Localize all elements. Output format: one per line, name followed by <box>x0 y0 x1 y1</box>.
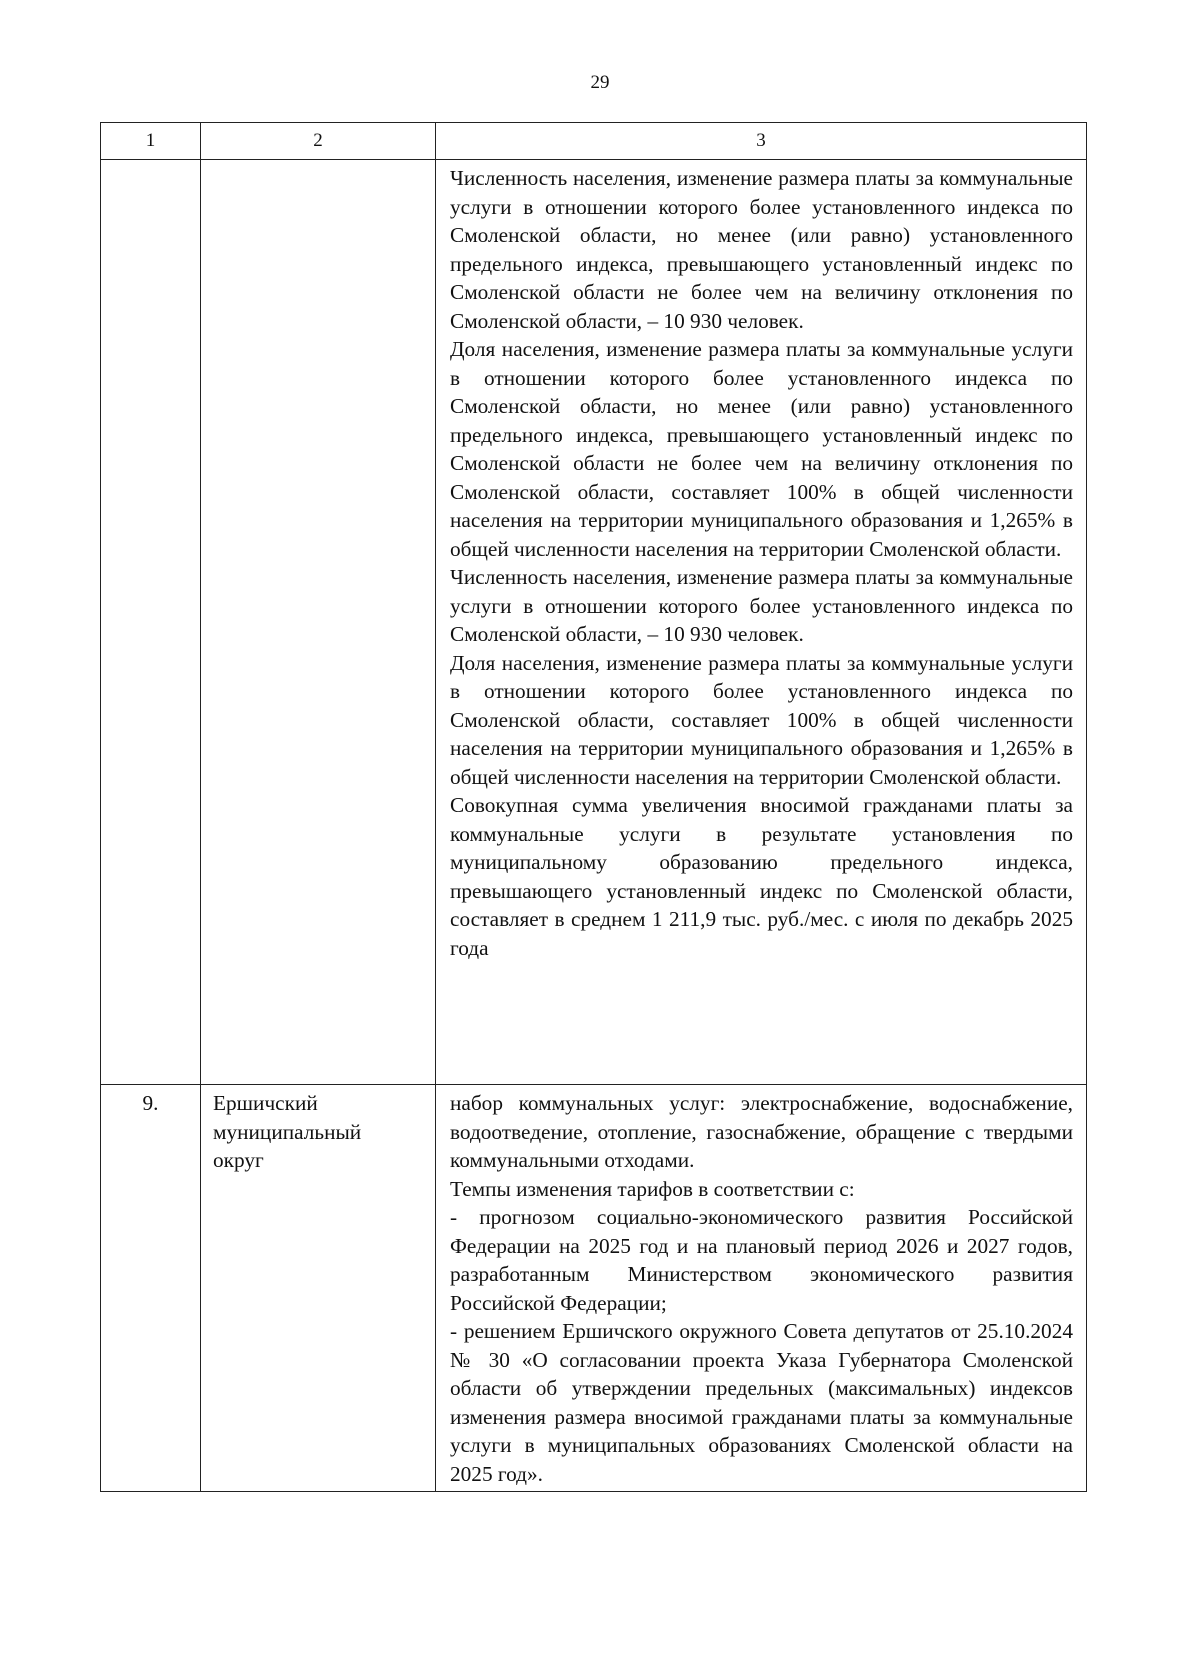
paragraph: - прогнозом социально-экономического развития Российской Федерации на 2025 год и на плановый период 2026 и 2027 годов, разработанным Министерством экономического развития Российской Федерации; <box>450 1205 1073 1315</box>
table-row <box>101 1085 1087 1492</box>
row-number-cell: 9. <box>101 1085 201 1492</box>
table-header-row <box>101 123 1087 160</box>
paragraph: Совокупная сумма увеличения вносимой гражданами платы за коммунальные услуги в результате установления по муниципальному образованию предельного индекса, превышающего установленный индекс по Смоленской области, составляет в среднем 1 211,9 тыс. руб./мес. с июля по декабрь 2025 года <box>450 793 1073 960</box>
paragraph: Темпы изменения тарифов в соответствии с: <box>450 1176 855 1201</box>
paragraph: Численность населения, изменение размера платы за коммунальные услуги в отношении которого более установленного индекса по Смоленской области, – 10 930 человек. <box>450 565 1073 646</box>
description-cell <box>436 160 1087 1085</box>
paragraph: Доля населения, изменение размера платы за коммунальные услуги в отношении которого более установленного индекса по Смоленской области, составляет 100% в общей численности населения на территории муниципального образования и 1,265% в общей численности населения на территории Смоленской области. <box>450 650 1073 789</box>
paragraph: Доля населения, изменение размера платы за коммунальные услуги в отношении которого более установленного индекса по Смоленской области, но менее (или равно) установленного предельного индекса, превышающего установленный индекс по Смоленской области не более чем на величину отклонения по Смоленской области, составляет 100% в общей численности населения на территории муниципального образования и 1,265% в общей численности населения на территории Смоленской области. <box>450 337 1073 561</box>
row-number-cell <box>101 160 201 1085</box>
municipality-name-line: Ершичский <box>213 1091 318 1115</box>
municipality-name-line: округ <box>213 1148 264 1172</box>
page-number: 29 <box>590 72 610 93</box>
tariff-table <box>100 122 1087 1492</box>
paragraph: Численность населения, изменение размера платы за коммунальные услуги в отношении которого более установленного индекса по Смоленской области, но менее (или равно) установленного предельного индекса, превышающего установленный индекс по Смоленской области не более чем на величину отклонения по Смоленской области, – 10 930 человек. <box>450 166 1073 333</box>
column-header-1: 1 <box>101 123 201 160</box>
paragraph: - решением Ершичского окружного Совета депутатов от 25.10.2024 № 30 «О согласовании проекта Указа Губернатора Смоленской области об утверждении предельных (максимальных) индексов изменения размера вносимой гражданами платы за коммунальные услуги в муниципальных образованиях Смоленской области на 2025 год». <box>450 1319 1073 1486</box>
municipality-name-cell <box>201 1085 436 1492</box>
municipality-name-cell <box>201 160 436 1085</box>
column-header-2: 2 <box>201 123 436 160</box>
paragraph: набор коммунальных услуг: электроснабжение, водоснабжение, водоотведение, отопление, газоснабжение, обращение с твердыми коммунальными отходами. <box>450 1091 1073 1172</box>
table-row <box>101 160 1087 1085</box>
column-header-3: 3 <box>436 123 1087 160</box>
municipality-name-line: муниципальный <box>213 1119 362 1144</box>
description-cell <box>436 1085 1087 1492</box>
